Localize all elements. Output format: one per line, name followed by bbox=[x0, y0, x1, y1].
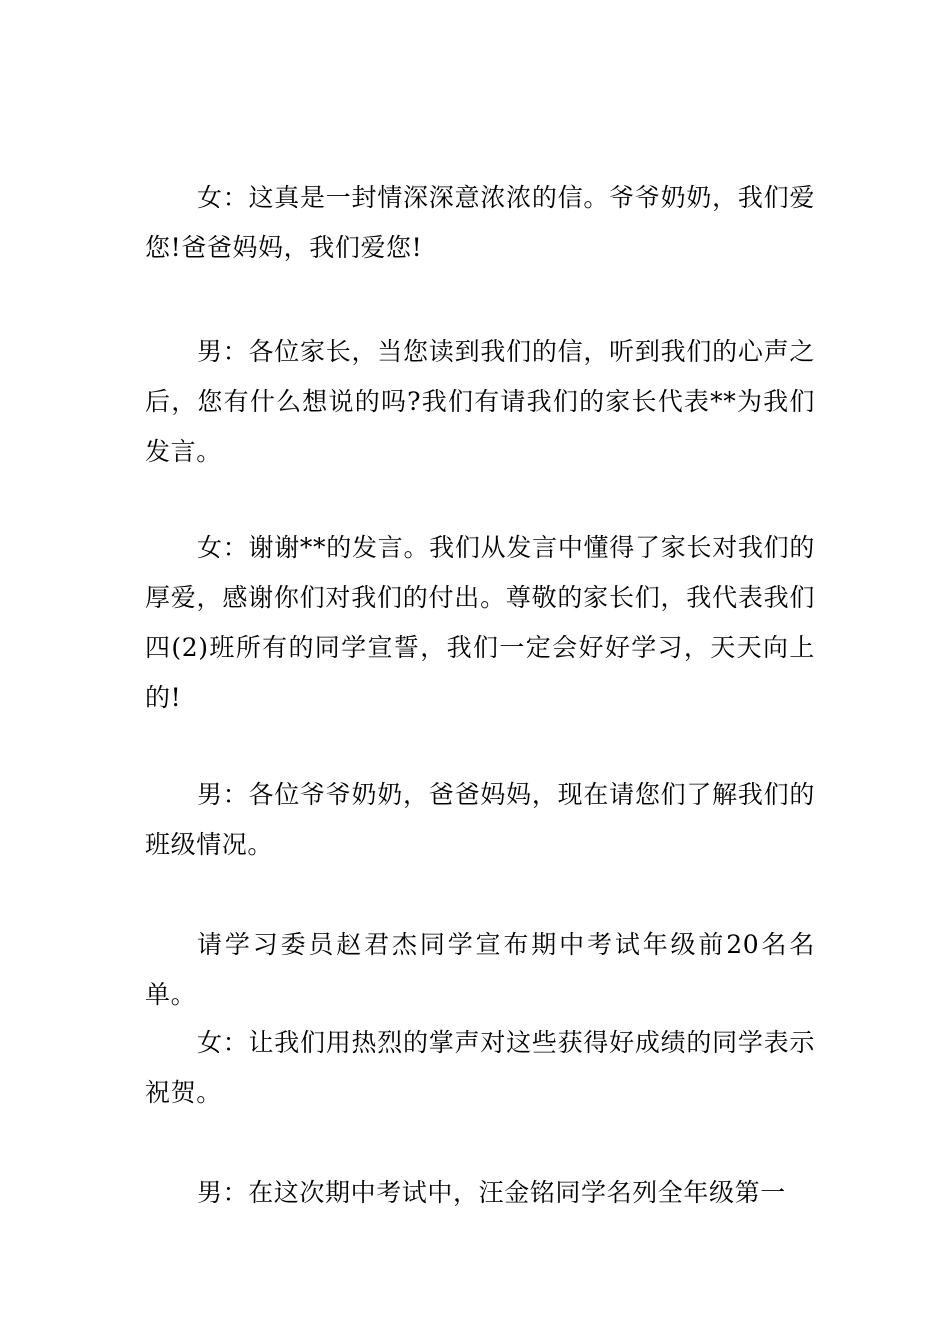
paragraph-female-applause: 女：让我们用热烈的掌声对这些获得好成绩的同学表示祝贺。 bbox=[145, 1028, 815, 1107]
paragraph-male-class-intro: 男：各位爷爷奶奶，爸爸妈妈，现在请您们了解我们的班级情况。 bbox=[145, 780, 815, 859]
paragraph-announce-top20: 请学习委员赵君杰同学宣布期中考试年级前20名名单。 bbox=[145, 930, 815, 1009]
paragraph-female-letter-response: 女：这真是一封情深深意浓浓的信。爷爷奶奶，我们爱您!爸爸妈妈，我们爱您! bbox=[145, 183, 815, 262]
paragraph-male-invite-parent: 男：各位家长，当您读到我们的信，听到我们的心声之后，您有什么想说的吗?我们有请我们的家长代表**为我们发言。 bbox=[145, 337, 815, 466]
paragraph-male-first-place: 男：在这次期中考试中，汪金铭同学名列全年级第一 bbox=[197, 1178, 786, 1207]
paragraph-female-pledge: 女：谢谢**的发言。我们从发言中懂得了家长对我们的厚爱，感谢你们对我们的付出。尊敬的家长们，我代表我们四(2)班所有的同学宣誓，我们一定会好好学习，天天向上的! bbox=[145, 533, 815, 712]
